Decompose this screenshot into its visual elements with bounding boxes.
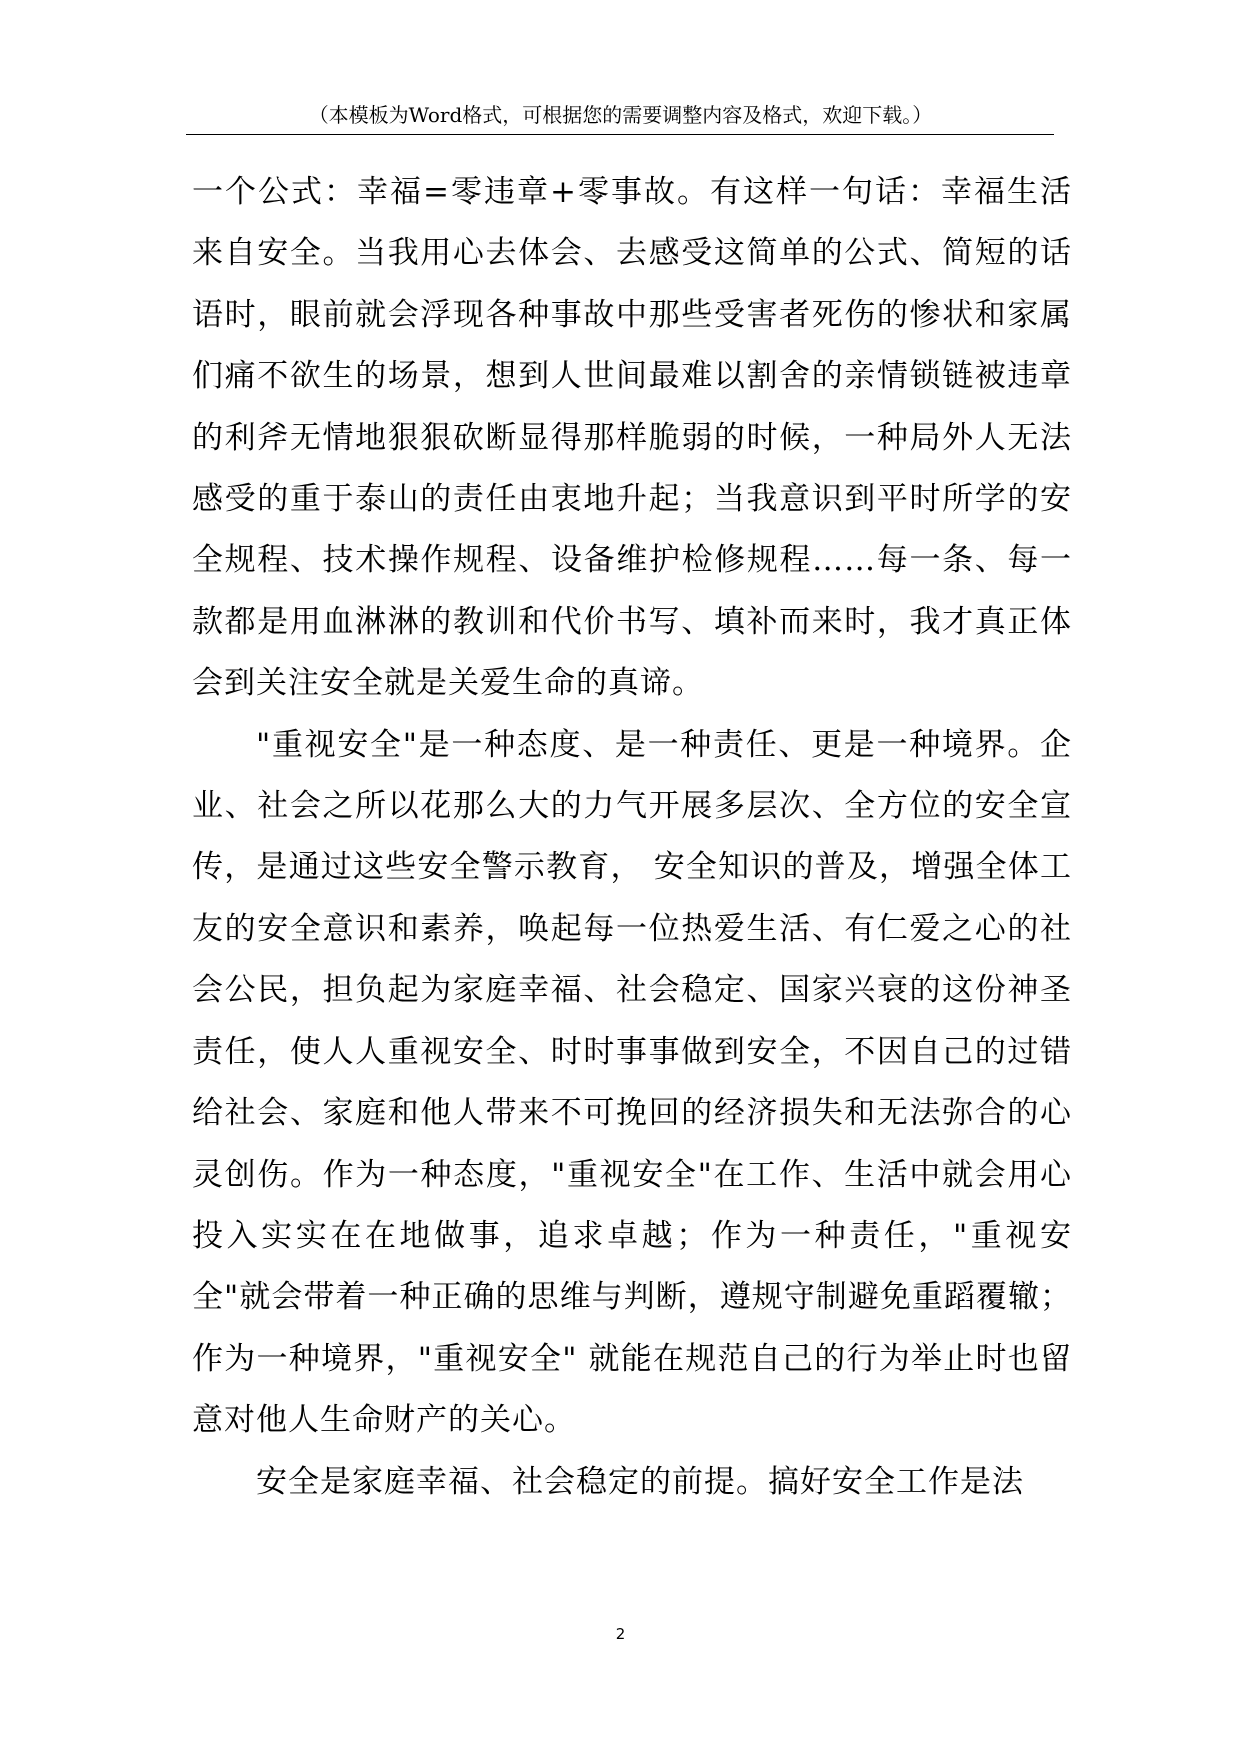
paragraph-1: 一个公式：幸福=零违章+零事故。有这样一句话：幸福生活来自安全。当我用心去体会、去感受这简单的公式、简短的话语时，眼前就会浮现各种事故中那些受害者死伤的惨状和家属们痛不欲生的场景，想到人世间最难以割舍的亲情锁链被违章的利斧无情地狠狠砍断显得那样脆弱的时候，一种局外人无法感受的重于泰山的责任由衷地升起；当我意识到平时所学的安全规程、技术操作规程、设备维护检修规程……每一条、每一款都是用血淋淋的教训和代价书写、填补而来时，我才真正体会到关注安全就是关爱生命的真谛。 [192,174,1072,702]
template-note-header: （本模板为Word格式，可根据您的需要调整内容及格式，欢迎下载。） [308,103,933,127]
paragraph-2: "重视安全"是一种态度、是一种责任、更是一种境界。企业、社会之所以花那么大的力气开展多层次、全方位的安全宣传，是通过这些安全警示教育， 安全知识的普及，增强全体工友的安全意识和素养，唤起每一位热爱生活、有仁爱之心的社会公民，担负起为家庭幸福、社会稳定、国家兴衰的这份神圣责任，使人人重视安全、时时事事做到安全，不因自己的过错给社会、家庭和他人带来不可挽回的经济损失和无法弥合的心灵创伤。作为一种态度，"重视安全"在工作、生活中就会用心投入实实在在地做事，追求卓越；作为一种责任，"重视安全"就会带着一种正确的思维与判断，遵规守制避免重蹈覆辙；作为一种境界，"重视安全" 就能在规范自己的行为举止时也留意对他人生命财产的关心。 [192,726,1072,1439]
page-number: 2 [615,1625,626,1643]
paragraph-3: 安全是家庭幸福、社会稳定的前提。搞好安全工作是法 [256,1463,1024,1500]
header-divider [186,134,1054,135]
document-body [192,162,1072,1513]
